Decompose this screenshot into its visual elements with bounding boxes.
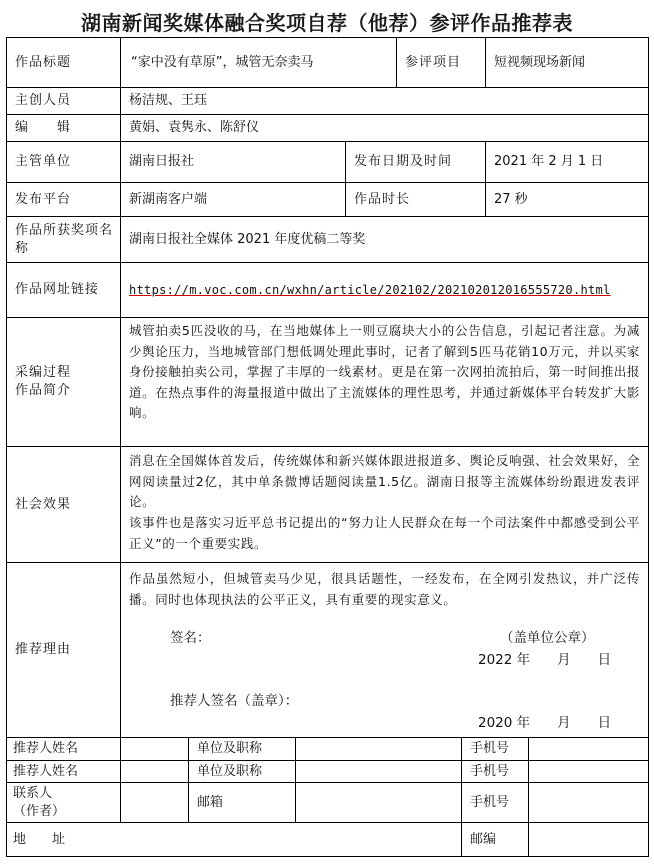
value-platform: 新湖南客户端 bbox=[129, 191, 208, 207]
contact-label-line2: （作者） bbox=[13, 803, 66, 819]
label-publish-date: 发布日期及时间 bbox=[354, 154, 453, 170]
value-reason: 作品虽然短小，但城管卖马少见，很具话题性，一经发布，在全网引发热议，并广泛传播。同时也体现执法的公平正义，具有重要的现实意义。 bbox=[129, 571, 640, 607]
label-editors: 编 辑 bbox=[15, 120, 72, 136]
contact-mailbox-label: 邮箱 bbox=[197, 794, 224, 810]
postcode-label: 邮编 bbox=[470, 831, 497, 847]
label-award: 作品所获奖项名称 bbox=[15, 222, 114, 256]
recommender1-name-label: 推荐人姓名 bbox=[13, 741, 79, 757]
recommender2-phone-input[interactable] bbox=[529, 761, 648, 782]
contact-name-input[interactable] bbox=[121, 783, 188, 822]
value-social-effect-2: 该事件也是落实习近平总书记提出的“努力让人民群众在每一个司法案件中都感受到公平正义”的一个重要实践。 bbox=[129, 515, 640, 551]
label-social-effect: 社会效果 bbox=[15, 496, 72, 512]
recommender2-unit-label: 单位及职称 bbox=[197, 763, 263, 779]
label-supervising-unit: 主管单位 bbox=[15, 154, 72, 170]
date-line-1: 2022 年 月 日 bbox=[478, 652, 612, 668]
sign-label: 签名： bbox=[170, 630, 211, 646]
label-platform: 发布平台 bbox=[15, 191, 72, 207]
label-duration: 作品时长 bbox=[354, 191, 411, 207]
value-creators: 杨洁规、王珏 bbox=[129, 93, 208, 109]
value-award: 湖南日报社全媒体 2021 年度优稿二等奖 bbox=[129, 231, 366, 247]
value-editors: 黄娟、袁隽永、陈舒仪 bbox=[129, 120, 260, 136]
recommender1-phone-input[interactable] bbox=[529, 738, 648, 760]
recommender1-name-input[interactable] bbox=[121, 738, 188, 760]
label-creators: 主创人员 bbox=[15, 93, 72, 109]
table-border-bottom bbox=[6, 856, 649, 857]
label-process-line2: 作品简介 bbox=[15, 383, 72, 398]
recommender2-phone-label: 手机号 bbox=[470, 763, 510, 779]
postcode-input[interactable] bbox=[529, 823, 648, 856]
date-line-2: 2020 年 月 日 bbox=[478, 715, 612, 731]
form-title: 湖南新闻奖媒体融合奖项自荐（他荐）参评作品推荐表 bbox=[81, 11, 573, 35]
value-supervising-unit: 湖南日报社 bbox=[129, 154, 195, 170]
recommender2-name-input[interactable] bbox=[121, 761, 188, 782]
value-url[interactable] bbox=[121, 263, 648, 317]
value-publish-date: 2021 年 2 月 1 日 bbox=[494, 154, 604, 170]
label-category: 参评项目 bbox=[405, 54, 462, 70]
contact-mailbox-input[interactable] bbox=[296, 783, 461, 822]
label-process bbox=[7, 318, 120, 446]
value-category: 短视频现场新闻 bbox=[494, 54, 586, 70]
recommender1-phone-label: 手机号 bbox=[470, 741, 510, 757]
recommender1-unit-label: 单位及职称 bbox=[197, 741, 263, 757]
address-input[interactable] bbox=[121, 823, 461, 856]
seal-label: （盖单位公章） bbox=[500, 630, 595, 646]
recommender2-unit-input[interactable] bbox=[296, 761, 461, 782]
value-duration: 27 秒 bbox=[494, 191, 528, 207]
contact-label bbox=[7, 783, 120, 822]
label-url: 作品网址链接 bbox=[15, 282, 100, 298]
value-work-title: “家中没有草原”，城管无奈卖马 bbox=[131, 54, 314, 70]
url-link[interactable]: https://m.voc.com.cn/wxhn/article/202102/202102012016555720.html bbox=[129, 282, 611, 297]
table-border-right bbox=[648, 37, 649, 857]
contact-label-line1: 联系人 bbox=[13, 785, 53, 801]
contact-phone-label: 手机号 bbox=[470, 794, 510, 810]
recommender2-name-label: 推荐人姓名 bbox=[13, 763, 79, 779]
label-process-line1: 采编过程 bbox=[15, 365, 72, 381]
value-social-effect-1: 消息在全国媒体首发后，传统媒体和新兴媒体跟进报道多、舆论反响强、社会效果好，全网阅读量过2亿，其中单条微博话题阅读量1.5亿。湖南日报等主流媒体纷纷跟进发表评论。 bbox=[129, 453, 640, 509]
value-process: 城管拍卖5匹没收的马，在当地媒体上一则豆腐块大小的公告信息，引起记者注意。为减少舆论压力，当地城管部门想低调处理此事时，记者了解到5匹马花销10万元，并以买家身份接触拍卖公司，掌握了丰厚的一线素材。更是在第一次网拍流拍后，第一时间推出报道。在热点事件的海量报道中做出了主流媒体的理性思考，并通过新媒体平台转发扩大影响。 bbox=[129, 323, 640, 420]
recommender1-unit-input[interactable] bbox=[296, 738, 461, 760]
recommender-sign-label: 推荐人签名（盖章）： bbox=[170, 693, 299, 709]
label-reason: 推荐理由 bbox=[15, 642, 72, 658]
contact-phone-input[interactable] bbox=[529, 783, 648, 822]
address-label: 地 址 bbox=[13, 831, 66, 847]
label-work-title: 作品标题 bbox=[15, 54, 72, 70]
